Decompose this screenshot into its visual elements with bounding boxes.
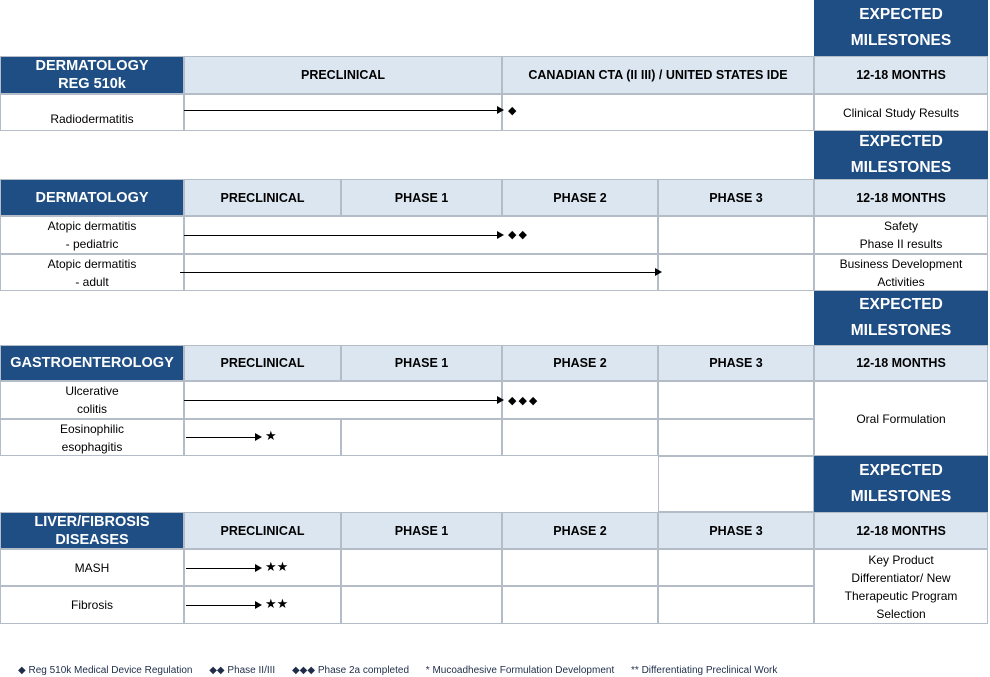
col-header-months: 12-18 MONTHS bbox=[814, 56, 988, 94]
milestone-line1: Key Product bbox=[868, 552, 934, 567]
milestone-safety-phase2 bbox=[814, 216, 988, 254]
section-title-line1: LIVER/FIBROSIS bbox=[34, 513, 150, 530]
row-label-line2: - adult bbox=[75, 274, 109, 289]
legend bbox=[18, 665, 791, 676]
cell-preclinical bbox=[184, 94, 502, 131]
col-header-preclinical: PRECLINICAL bbox=[184, 345, 341, 381]
cell-phase3 bbox=[658, 586, 814, 624]
row-label-radiodermatitis: Radiodermatitis bbox=[0, 94, 184, 131]
milestone-line1: Business Development bbox=[839, 256, 963, 271]
milestone-line1: Safety bbox=[883, 219, 919, 233]
section-title-dermatology-reg510k bbox=[0, 56, 184, 94]
cell-phase3 bbox=[658, 381, 814, 419]
milestone-key-product-differentiator bbox=[814, 549, 988, 624]
cell-cta-ide bbox=[502, 94, 814, 131]
milestone-business-development bbox=[814, 254, 988, 291]
col-header-months: 12-18 MONTHS bbox=[814, 512, 988, 549]
expected-milestones-header-3 bbox=[814, 291, 988, 345]
row-label-line1: Ulcerative bbox=[65, 384, 119, 398]
progress-arrow-mash bbox=[186, 568, 256, 569]
star-marker-fibrosis: ★★ bbox=[265, 596, 289, 611]
col-header-phase3: PHASE 3 bbox=[658, 512, 814, 549]
cell-phase2 bbox=[502, 419, 658, 456]
row-label-mash: MASH bbox=[0, 549, 184, 586]
cell-phase1 bbox=[341, 419, 502, 456]
legend-item-differentiating: ** Differentiating Preclinical Work bbox=[631, 665, 778, 676]
cell-phase3 bbox=[658, 549, 814, 586]
milestone-header-line1: EXPECTED bbox=[859, 462, 943, 479]
milestone-oral-formulation: Oral Formulation bbox=[814, 381, 988, 456]
row-label-line2: colitis bbox=[76, 402, 107, 416]
milestone-line2: Differentiator/ New bbox=[851, 570, 951, 585]
milestone-header-line2: MILESTONES bbox=[850, 159, 952, 176]
progress-arrow-eosinophilic-esophagitis bbox=[186, 437, 256, 438]
cell-phase3 bbox=[658, 216, 814, 254]
cell-phase1 bbox=[341, 586, 502, 624]
diamond-marker-radiodermatitis: ◆ bbox=[508, 105, 519, 117]
legend-item-reg510k: ◆ Reg 510k Medical Device Regulation bbox=[18, 665, 193, 676]
section-title-line1: DERMATOLOGY bbox=[35, 58, 149, 74]
cell-spacer bbox=[658, 456, 814, 512]
cell-phase2 bbox=[502, 586, 658, 624]
col-header-months: 12-18 MONTHS bbox=[814, 179, 988, 216]
cell-phase3 bbox=[658, 254, 814, 291]
row-label-line1: Atopic dermatitis bbox=[47, 256, 137, 271]
col-header-phase2: PHASE 2 bbox=[502, 345, 658, 381]
legend-item-phase2-3: ◆◆ Phase II/III bbox=[209, 665, 276, 676]
milestone-header-line2: MILESTONES bbox=[850, 322, 952, 339]
progress-arrow-radiodermatitis bbox=[184, 110, 498, 111]
milestone-header-line1: EXPECTED bbox=[859, 6, 943, 23]
section-title-gastroenterology: GASTROENTEROLOGY bbox=[0, 345, 184, 381]
col-header-months: 12-18 MONTHS bbox=[814, 345, 988, 381]
col-header-phase3: PHASE 3 bbox=[658, 345, 814, 381]
legend-item-mucoadhesive: * Mucoadhesive Formulation Development bbox=[425, 665, 615, 676]
legend-item-phase2a: ◆◆◆ Phase 2a completed bbox=[291, 665, 410, 676]
cell-phase3 bbox=[658, 419, 814, 456]
col-header-phase1: PHASE 1 bbox=[341, 179, 502, 216]
row-label-line2: - pediatric bbox=[65, 237, 119, 251]
row-label-line1: Eosinophilic bbox=[59, 421, 125, 436]
row-label-fibrosis: Fibrosis bbox=[0, 586, 184, 624]
expected-milestones-header-1 bbox=[814, 0, 988, 56]
progress-arrow-atopic-pediatric bbox=[184, 235, 498, 236]
milestone-line4: Selection bbox=[876, 606, 926, 621]
cell-phase1 bbox=[341, 549, 502, 586]
diamond-marker-atopic-pediatric: ◆◆ bbox=[508, 229, 529, 241]
col-header-phase2: PHASE 2 bbox=[502, 179, 658, 216]
diamond-marker-ulcerative-colitis: ◆◆◆ bbox=[508, 395, 540, 407]
progress-arrow-ulcerative-colitis bbox=[184, 400, 498, 401]
milestone-header-line2: MILESTONES bbox=[850, 488, 952, 505]
col-header-phase1: PHASE 1 bbox=[341, 512, 502, 549]
section-title-line2: DISEASES bbox=[55, 531, 129, 548]
cell-phase2 bbox=[502, 549, 658, 586]
row-label-line2: esophagitis bbox=[61, 439, 123, 454]
row-label-line1: Atopic dermatitis bbox=[47, 219, 137, 233]
col-header-phase2: PHASE 2 bbox=[502, 512, 658, 549]
milestone-clinical-study-results: Clinical Study Results bbox=[814, 94, 988, 131]
milestone-header-line1: EXPECTED bbox=[859, 296, 943, 313]
col-header-preclinical: PRECLINICAL bbox=[184, 56, 502, 94]
section-title-liver-fibrosis bbox=[0, 512, 184, 549]
col-header-phase3: PHASE 3 bbox=[658, 179, 814, 216]
star-marker-eosinophilic-esophagitis: ★ bbox=[265, 428, 277, 443]
col-header-phase1: PHASE 1 bbox=[341, 345, 502, 381]
progress-arrow-fibrosis bbox=[186, 605, 256, 606]
row-label-atopic-pediatric bbox=[0, 216, 184, 254]
progress-arrow-atopic-adult bbox=[180, 272, 656, 273]
milestone-line2: Phase II results bbox=[859, 237, 943, 251]
milestone-line3: Therapeutic Program bbox=[844, 588, 958, 603]
row-label-ulcerative-colitis bbox=[0, 381, 184, 419]
col-header-preclinical: PRECLINICAL bbox=[184, 512, 341, 549]
col-header-preclinical: PRECLINICAL bbox=[184, 179, 341, 216]
star-marker-mash: ★★ bbox=[265, 559, 289, 574]
section-title-line2: REG 510k bbox=[58, 76, 126, 92]
milestone-line2: Activities bbox=[877, 274, 925, 289]
expected-milestones-header-4 bbox=[814, 456, 988, 512]
section-title-dermatology: DERMATOLOGY bbox=[0, 179, 184, 216]
milestone-header-line2: MILESTONES bbox=[850, 32, 952, 49]
col-header-cta-ide: CANADIAN CTA (II III) / UNITED STATES IDE bbox=[502, 56, 814, 94]
milestone-header-line1: EXPECTED bbox=[859, 133, 943, 150]
row-label-atopic-adult bbox=[0, 254, 184, 291]
row-label-eosinophilic-esophagitis bbox=[0, 419, 184, 456]
expected-milestones-header-2 bbox=[814, 131, 988, 179]
